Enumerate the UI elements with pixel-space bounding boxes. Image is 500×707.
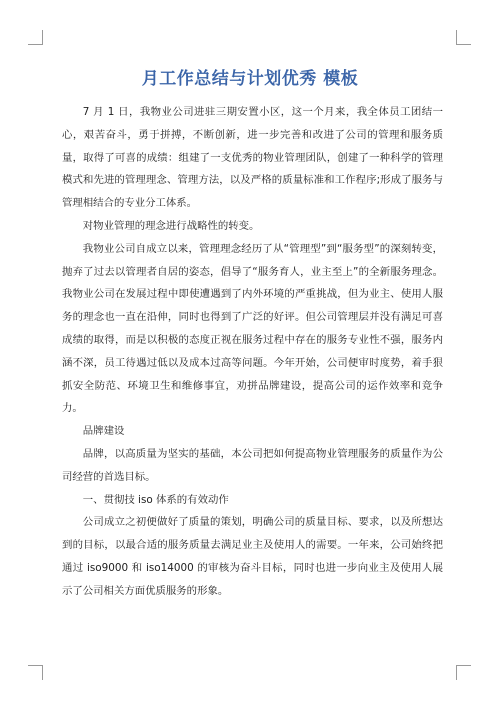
paragraph-iso: 公司成立之初便做好了质量的策划，明确公司的质量目标、要求，以及所想达到的目标，以最合适的服务质量去满足业主及使用人的需要。一年来，公司始终把通过 iso9000 和 iso14000 的审核为奋斗目标，同时也进一步向业主及使用人展示了公司相关方面优质服务的形象。 [62, 516, 443, 597]
crop-mark-bottom-right [456, 665, 471, 680]
document-body [62, 101, 443, 603]
crop-mark-top-left [28, 30, 43, 45]
section-heading-strategy: 对物业管理的理念进行战略性的转变。 [82, 219, 260, 232]
paragraph-brand: 品牌，以高质量为坚实的基础，本公司把如何提高物业管理服务的质量作为公司经营的首选目标。 [62, 447, 443, 483]
section-heading-brand: 品牌建设 [82, 425, 125, 438]
section-heading-iso: 一、贯彻技 iso 体系的有效动作 [82, 493, 229, 506]
crop-mark-top-right [456, 30, 471, 45]
document-title: 月工作总结与计划优秀 模板 [141, 69, 359, 89]
paragraph-strategy: 我物业公司自成立以来，管理理念经历了从“管理型”到“服务型”的深刻转变，抛弃了过去以管理者自居的姿态，倡导了“服务育人，业主至上”的全新服务理念。我物业公司在发展过程中即使遭遇到了内外环境的严重挑战，但为业主、使用人服务的理念也一直在沿伸，同时也得到了广泛的好评。但公司管理层并没有满足可喜成绩的取得，而是以积极的态度正视在服务过程中存在的服务专业性不强，服务内涵不深，员工待遇过低以及成本过高等问题。今年开始，公司便审时度势，着手狠抓安全防范、环境卫生和维修事宜，劝拼品牌建设，提高公司的运作效率和竞争力。 [62, 242, 443, 415]
paragraph-intro: 7 月 1 日，我物业公司进驻三期安置小区，这一个月来，我全体员工团结一心，艰苦奋斗，勇于拼搏，不断创新，进一步完善和改进了公司的管理和服务质量，取得了可喜的成绩：组建了一支优秀的物业管理团队，创建了一种科学的管理模式和先进的管理理念、管理方法，以及严格的质量标准和工作程序;形成了服务与管理相结合的专业分工体系。 [62, 106, 443, 210]
crop-mark-bottom-left [28, 665, 43, 680]
